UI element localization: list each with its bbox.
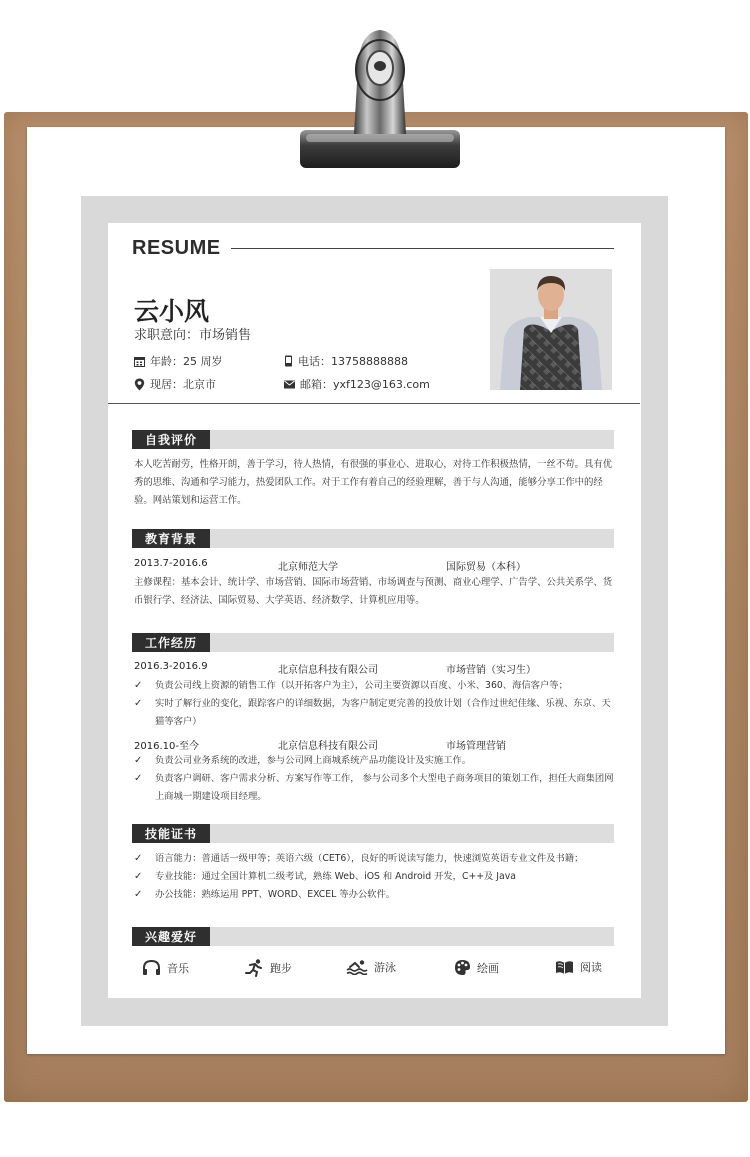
phone-text: 电话：13758888888 [298,355,408,368]
job-row [134,661,614,677]
section-title-self: 自我评价 [132,430,210,449]
age-text: 年龄：25 周岁 [150,355,223,368]
job-bullet-text: 负责公司线上资源的销售工作（以开拓客户为主），公司主要资源以百度、小米、360、海信客户等； [155,680,568,691]
job-period: 2016.10-至今 [134,741,199,752]
job-intent: 求职意向：市场销售 [134,328,252,343]
job-bullet [134,752,614,770]
portrait-image [490,269,612,390]
location-info [134,376,216,392]
education-period: 2013.7-2016.6 [134,558,208,569]
check-icon: ✓ [134,889,143,900]
job-bullet [134,695,614,731]
section-title-hobbies: 兴趣爱好 [132,927,210,946]
hobby-painting [454,959,499,976]
skill-item [134,850,614,868]
phone-icon [284,355,293,367]
section-bar-work [132,633,614,652]
hobby-label: 阅读 [580,961,602,974]
check-icon: ✓ [134,773,143,784]
check-icon: ✓ [134,698,143,709]
hobby-reading [555,959,602,975]
palette-icon [454,959,471,976]
skill-text: 专业技能：通过全国计算机二级考试，熟练 Web、iOS 和 Android 开发，C++及 Java [155,871,516,882]
check-icon: ✓ [134,755,143,766]
email-info [284,376,430,392]
education-major: 国际贸易（本科） [446,562,526,573]
hobby-label: 跑步 [270,962,292,975]
section-title-education: 教育背景 [132,529,210,548]
header-divider [108,403,640,404]
swimming-icon [346,959,368,975]
age-info [134,353,223,369]
skill-text: 语言能力：普通话一级甲等；英语六级（CET6），良好的听说读写能力，快速浏览英语专业文件及书籍； [155,853,584,864]
email-text: 邮箱：yxf123@163.com [300,378,430,391]
education-school: 北京师范大学 [278,562,338,573]
skill-item [134,868,614,886]
job-company: 北京信息科技有限公司 [278,665,378,676]
book-icon [555,959,574,975]
education-courses: 主修课程：基本会计、统计学、市场营销、国际市场营销、市场调查与预测、商业心理学、广告学、公共关系学、货币银行学、经济法、国际贸易、大学英语、经济数学、计算机应用等。 [134,577,613,606]
section-bar-hobbies [132,927,614,946]
section-bar-self [132,430,614,449]
location-pin-icon [134,378,145,391]
check-icon: ✓ [134,853,143,864]
resume-title: RESUME [132,236,221,259]
hobby-swimming [346,959,396,975]
location-text: 现居：北京市 [150,378,216,391]
check-icon: ✓ [134,680,143,691]
skill-text: 办公技能：熟练运用 PPT、WORD、EXCEL 等办公软件。 [155,889,396,900]
hobby-label: 绘画 [477,961,499,975]
header-rule [231,248,614,249]
running-icon [245,959,264,977]
education-row [134,558,614,574]
hobby-music [142,959,189,976]
job-bullet-text: 负责客户调研、客户需求分析、方案写作等工作， 参与公司多个大型电子商务项目的策划工作，担任大商集团网上商城一期建设项目经理。 [155,773,614,802]
job-bullet-text: 负责公司业务系统的改进，参与公司网上商城系统产品功能设计及实施工作。 [155,755,472,766]
skill-item [134,886,614,904]
calendar-icon [134,356,145,367]
section-bar-skills [132,824,614,843]
mail-icon [284,380,295,389]
binder-clip-icon [296,26,464,171]
resume-header [132,236,614,260]
job-role: 市场管理营销 [446,741,506,752]
job-period: 2016.3-2016.9 [134,661,208,672]
job-role: 市场营销（实习生） [446,665,536,676]
check-icon: ✓ [134,871,143,882]
job-bullet [134,677,614,695]
job-bullet-text: 实时了解行业的变化，跟踪客户的详细数据，为客户制定更完善的投放计划（合作过世纪佳缘、乐视、东京、天猫等客户） [155,698,611,727]
section-bar-education [132,529,614,548]
hobby-label: 游泳 [374,961,396,974]
phone-info [284,353,408,369]
hobby-list [134,959,614,979]
hobby-running [245,959,292,977]
job-bullet [134,770,614,806]
job-row [134,737,614,753]
section-title-skills: 技能证书 [132,824,210,843]
hobby-label: 音乐 [167,961,189,975]
candidate-name: 云小风 [134,297,210,326]
self-evaluation-text: 本人吃苦耐劳，性格开朗，善于学习，待人热情，有很强的事业心、进取心，对待工作积极热情，一丝不苟。具有优秀的思维、沟通和学习能力，热爱团队工作。对于工作有着自己的经验理解，善于与人沟通，能够分享工作中的经验。网站策划和运营工作。 [134,459,613,506]
profile-photo [490,269,612,390]
section-title-work: 工作经历 [132,633,210,652]
headphones-icon [142,959,161,976]
job-company: 北京信息科技有限公司 [278,741,378,752]
